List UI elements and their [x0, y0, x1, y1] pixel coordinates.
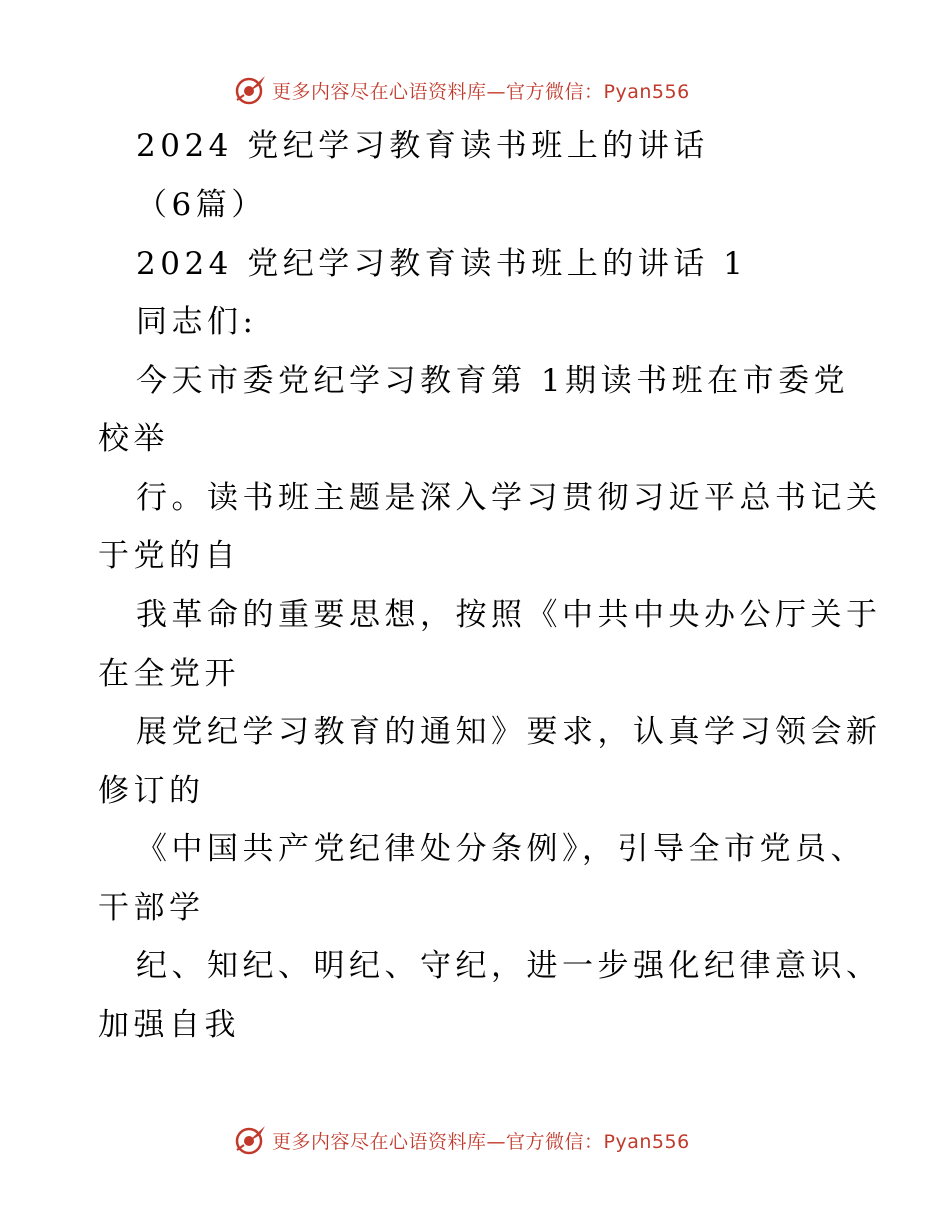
- doc-subtitle: （6篇）: [136, 187, 267, 223]
- text-line: 于党的自: [98, 538, 240, 574]
- text-line: 《中国共产党纪律处分条例》，引导全市党员、: [136, 831, 866, 867]
- text-line: 校举: [98, 421, 169, 457]
- quill-logo-icon: [234, 73, 268, 107]
- text-line: 纪、知纪、明纪、守纪，进一步强化纪律意识、: [136, 948, 882, 984]
- quill-logo-icon: [234, 1123, 268, 1157]
- footer-watermark: [234, 1122, 690, 1158]
- header-watermark: [234, 72, 690, 108]
- text-line: 干部学: [98, 890, 205, 926]
- watermark-text: 更多内容尽在心语资料库—官方微信：Pyan556: [272, 1130, 690, 1153]
- text-line: 我革命的重要思想，按照《中共中央办公厅关于: [136, 597, 882, 633]
- text-line: 展党纪学习教育的通知》要求，认真学习领会新: [136, 714, 882, 750]
- section-heading: 2024 党纪学习教育读书班上的讲话 1: [136, 246, 748, 282]
- text-line: 行。读书班主题是深入学习贯彻习近平总书记关: [136, 480, 882, 516]
- text-line: 在全党开: [98, 656, 240, 692]
- text-line: 加强自我: [98, 1007, 240, 1043]
- doc-title: 2024 党纪学习教育读书班上的讲话: [136, 128, 709, 164]
- salutation: 同志们:: [136, 304, 258, 340]
- watermark-text: 更多内容尽在心语资料库—官方微信：Pyan556: [272, 80, 690, 103]
- text-line: 修订的: [98, 773, 205, 809]
- text-line: 今天市委党纪学习教育第 1期读书班在市委党: [136, 363, 850, 399]
